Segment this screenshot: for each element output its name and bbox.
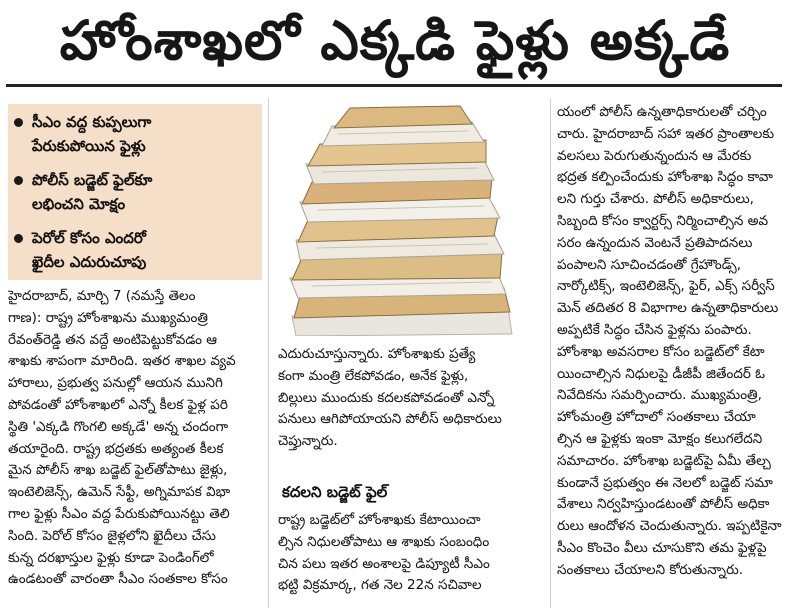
bullet-icon — [14, 118, 23, 127]
text-line: సంతకాలు చేయాలని కోరుతున్నారు. — [557, 561, 744, 578]
text-line: బిల్లులు ముందుకు కదలకపోవడంతో ఎన్నో — [278, 389, 495, 406]
article-column-2-continued — [278, 510, 544, 597]
text-line: గాణ): రాష్ట్ర హోంశాఖను ముఖ్యమంత్రి — [8, 309, 208, 326]
highlight-item — [14, 168, 258, 216]
text-line: వలసలు పెరుగుతున్నందున ఆ మేరకు — [557, 147, 752, 164]
text-line: ల్సిన నిధులతోపాటు ఆ శాఖకు సంబంధిం — [278, 533, 490, 550]
text-line: యించాల్సిన నిధులపై డీజీపీ జితేందర్ ఓ — [557, 365, 766, 382]
text-line: స్థితి 'ఎక్కడి గొంగలి అక్కడే' అన్న చందంగా — [8, 418, 229, 435]
text-line: రాష్ట్ర బడ్జెట్‌లో హోంశాఖకు కేటాయించా — [278, 512, 481, 528]
text-line: ఉండటంతో వారంతా సీఎం సంతకాల కోసం — [8, 571, 228, 588]
text-line: భట్టి విక్రమార్క, గత నెల 22న సచివాల — [278, 577, 482, 594]
text-line: కుండానే ప్రభుత్వం ఈ నెలలో బడ్జెట్ సమా — [557, 474, 773, 491]
highlight-line: సీఎం వద్ద కుప్పలుగా — [32, 113, 152, 131]
headline-rule — [6, 84, 782, 87]
text-line: పంపాలని సూచించడంతో గ్రేహౌండ్స్, — [557, 256, 741, 273]
highlight-line: లభించని మోక్షం — [32, 195, 126, 213]
bullet-icon — [14, 234, 23, 243]
subheading: కదలని బడ్జెట్ ఫైల్ — [282, 483, 388, 501]
text-line: చిన పలు ఇతర అంశాలపై డిప్యూటీ సీఎం — [278, 555, 490, 572]
text-line: పనులు ఆగిపోయాయని పోలీస్ అధికారులు — [278, 411, 502, 428]
paper-files-illustration — [272, 98, 544, 336]
text-line: లని గుర్తు చేశారు. పోలీస్ అధికారులు, — [557, 191, 754, 208]
text-line: పోవడంతో హోంశాఖలో ఎన్నో కీలక ఫైళ్ల పరి — [8, 396, 228, 413]
article-column-3 — [557, 102, 785, 582]
text-line: సిబ్బంది కోసం క్వార్టర్స్ నిర్మించాల్సిన అవ — [557, 212, 769, 229]
text-line: హైదరాబాద్, మార్చి 7 (నమస్తే తెలం — [8, 288, 196, 304]
text-line: సమాచారం. హోంశాఖ బడ్జెట్‌పై ఏమీ తేల్చ — [557, 452, 771, 469]
text-line: హోంశాఖ అవసరాల కోసం బడ్జెట్‌లో కేటా — [557, 343, 765, 360]
text-line: శాఖకు శాపంగా మారింది. ఇతర శాఖల వ్యవ — [8, 353, 236, 370]
text-line: యంలో పోలీస్ ఉన్నతాధికారులతో చర్చిం — [557, 104, 767, 120]
text-line: మైన పోలీస్ శాఖ బడ్జెట్ ఫైల్‌తోపాటు జైళ్లు, — [8, 462, 228, 479]
text-line: సరం ఉన్నందున వెంటనే ప్రతిపాదనలు — [557, 234, 753, 251]
highlight-line: ఖైదీల ఎదురుచూపు — [32, 253, 147, 271]
text-line: తయారైంది. రాష్ట్ర భద్రతకు అత్యంత కీలక — [8, 440, 224, 457]
column-divider — [268, 98, 269, 608]
highlights-box — [8, 104, 262, 280]
text-line: ల్సిన ఆ ఫైళ్లకు ఇంకా మోక్షం కలుగలేదని — [557, 430, 763, 447]
text-line: అప్పటికే సిద్ధం చేసిన ఫైళ్లను పంపారు. — [557, 321, 752, 338]
text-line: సీఎం కొంచెం వీలు చూసుకొని తమ ఫైళ్లపై — [557, 539, 767, 556]
highlight-item — [14, 110, 258, 158]
text-line: వేశాలు నిర్వహిస్తుండటంతో పోలీస్ అధికా — [557, 496, 770, 513]
text-line: హారాలు, ప్రభుత్వ పనుల్లో ఆయన మునిగి — [8, 375, 223, 392]
text-line: మెన్ తదితర 8 విభాగాల ఉన్నతాధికారులు — [557, 300, 779, 317]
text-line: సింది. పెరోల్ కోసం జైళ్లలోని ఖైదీలు చేసు — [8, 527, 216, 544]
text-line: రులు ఆందోళన చెందుతున్నారు. ఇప్పటికైనా — [557, 518, 782, 535]
text-line: రేవంత్‌రెడ్డి తన వద్దే అంటిపెట్టుకోవడం ఆ — [8, 331, 218, 348]
text-line: ఎదురుచూస్తున్నారు. హోంశాఖకు ప్రత్యే — [278, 346, 476, 362]
highlight-line: పేరుకుపోయిన ఫైళ్లు — [32, 137, 146, 155]
text-line: గాల ఫైళ్లు సీఎం వద్ద పేరుకుపోయినట్టు తెలి — [8, 505, 230, 522]
text-line: హోంమంత్రి హోదాలో సంతకాలు చేయా — [557, 409, 756, 426]
text-line: చారు. హైదరాబాద్ సహా ఇతర ప్రాంతాలకు — [557, 125, 775, 142]
highlight-line: పోలీస్ బడ్జెట్ ఫైల్‌కూ — [32, 171, 153, 189]
text-line: కంగా మంత్రి లేకపోవడం, అనేక ఫైళ్లు, — [278, 367, 469, 384]
text-line: నార్కోటిక్స్, ఇంటెలిజెన్స్, ఫైర్, ఎక్స్ సర్వీస్ — [557, 278, 775, 295]
text-line: భద్రత కల్పించేందుకు హోంశాఖ సిద్ధం కావా — [557, 169, 773, 186]
text-line: నివేదికను సమర్పించారు. ముఖ్యమంత్రి, — [557, 387, 762, 404]
text-line: చెప్తున్నారు. — [278, 433, 338, 450]
bullet-icon — [14, 176, 23, 185]
article-column-2 — [278, 344, 544, 453]
text-line: ఇంటెలిజెన్స్, ఉమెన్ సేఫ్టీ, అగ్నిమాపక విభా — [8, 484, 231, 501]
article-column-1 — [8, 286, 264, 591]
highlight-item — [14, 226, 258, 274]
highlight-line: పెరోల్ కోసం ఎందరో — [32, 229, 146, 247]
text-line: కున్న దరఖాస్తుల ఫైళ్లు కూడా పెండింగ్‌లో — [8, 549, 214, 566]
files-stack-photo — [272, 98, 544, 336]
column-divider — [550, 98, 551, 608]
headline: హోంశాఖలో ఎక్కడి ఫైళ్లు అక్కడే — [59, 9, 731, 72]
